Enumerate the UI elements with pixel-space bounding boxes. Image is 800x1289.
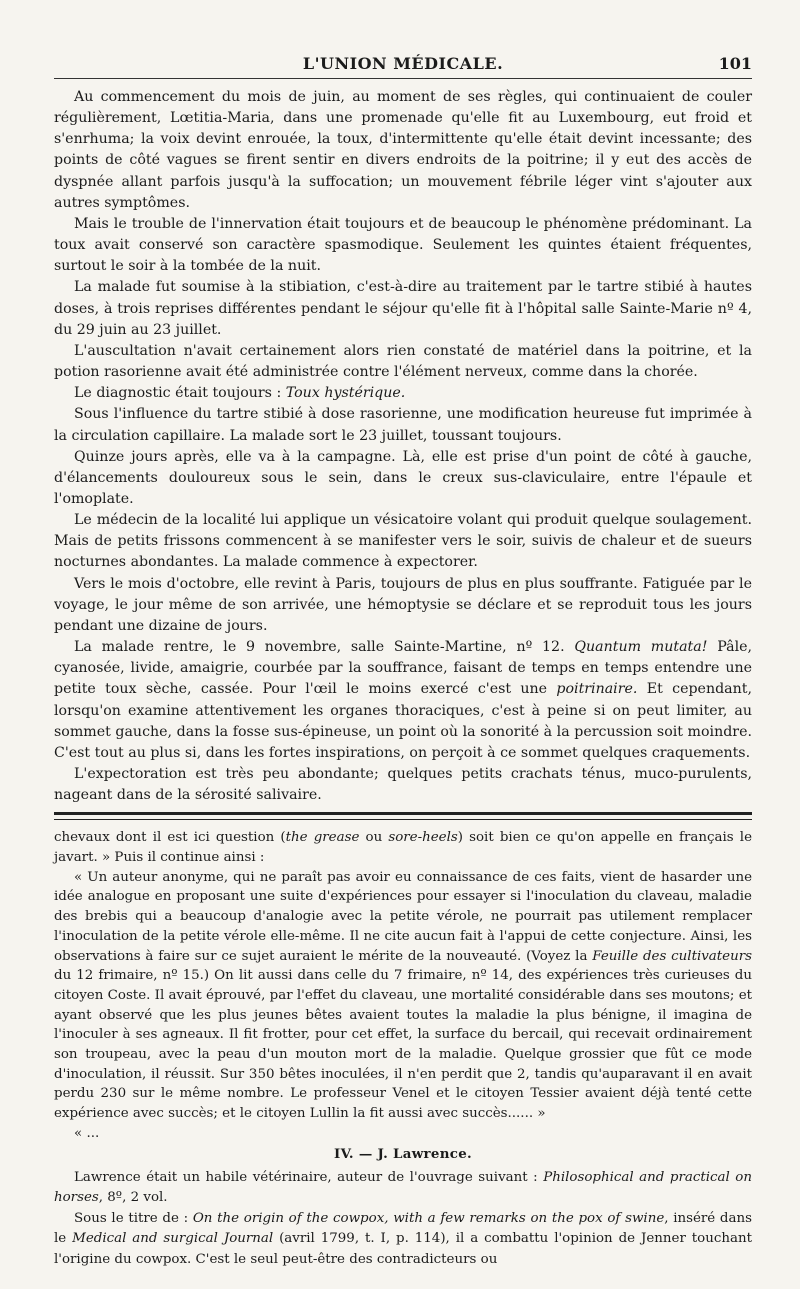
text-run: Lawrence était un habile vétérinaire, auteur de l'ouvrage suivant : (74, 1169, 544, 1185)
feuilleton-section (54, 828, 752, 1143)
italic-diagnosis: Toux hystérique. (285, 385, 406, 402)
paragraph: Vers le mois d'octobre, elle revint à Paris, toujours de plus en plus souffrante. Fatiguée par le voyage, le jour même de son arrivée, une hémoptysie se déclare et se reproduit tous les jours pendant une dizaine de jours. (54, 575, 752, 634)
paragraph (54, 383, 752, 404)
italic-phrase: sore-heels (388, 830, 458, 846)
text-run: du 12 frimaire, nº 15.) On lit aussi dans celle du 7 frimaire, nº 14, des expériences très curieuses du citoyen Coste. Il avait éprouvé, par l'effet du claveau, une mortalité considérable dans ses moutons; et ayant observé que les plus jeunes bêtes avaient toutes la maladie la plus bénigne, il imagina de l'inoculer à ses agneaux. Il fit frotter, pour cet effet, la surface du bercail, qui recevait ordinairement son troupeau, avec la peau d'un mouton mort de la maladie. Quelque grossier que fût ce mode d'inoculation, il réussit. Sur 350 bêtes inoculées, il n'en perdit que 2, tandis qu'auparavant il en avait perdu 230 sur le même nombre. Le professeur Venel et le citoyen Tessier avaient déjà tenté cette expérience avec succès; et le citoyen Lullin la fit aussi avec succès...... » (54, 968, 752, 1122)
running-head (54, 46, 752, 79)
case-report-section (54, 87, 752, 806)
paragraph (54, 828, 752, 867)
text-run: chevaux dont il est ici question ( (54, 830, 286, 846)
paragraph: « ... (74, 1125, 100, 1141)
italic-title: Medical and surgical Journal (72, 1231, 274, 1247)
lawrence-section (54, 1168, 752, 1271)
paragraph: Quinze jours après, elle va à la campagne. Là, elle est prise d'un point de côté à gauche, d'élancements douloureux sous le sein, dans le creux sus-claviculaire, entre l'épaule et l'omoplate. (54, 448, 752, 507)
text-run: Pâle, cyanosée, livide, amaigrie, courbée par la souffrance, faisant de temps en temps entendre une petite toux sèche, cassée. Pour l'œil le moins exercé c'est une (54, 639, 753, 698)
text-run: Sous le titre de : (74, 1210, 193, 1226)
text-run: Le diagnostic était toujours : (74, 385, 286, 402)
italic-phrase: Quantum mutata! (574, 639, 708, 656)
paragraph (54, 637, 752, 764)
paragraph (54, 868, 752, 1124)
text-run: , 8º, 2 vol. (98, 1190, 168, 1206)
paragraph (54, 1209, 752, 1271)
page-number: 101 (718, 54, 752, 73)
text-run: ou (359, 830, 389, 846)
paragraph: Mais le trouble de l'innervation était toujours et de beaucoup le phénomène prédominant. La toux avait conservé son caractère spasmodique. Seulement les quintes étaient fréquentes, surtout le soir à la tombée de la nuit. (54, 215, 752, 275)
text-run: La malade rentre, le 9 novembre, salle Sainte-Martine, nº 12. (74, 639, 575, 656)
italic-title: Feuille des cultivateurs (592, 948, 752, 964)
paragraph: L'auscultation n'avait certainement alors rien constaté de matériel dans la poitrine, et la potion rasorienne avait été administrée contre l'élément nerveux, comme dans la chorée. (54, 342, 752, 381)
text-run: « Un auteur anonyme, qui ne paraît pas avoir eu connaissance de ces faits, vient de hasarder une idée analogue en proposant une suite d'expériences pour essayer si l'inoculation du claveau, maladie des brebis qui a beaucoup d'analogie avec la petite vérole, ne pourrait pas utilement remplacer l'inoculation de la petite vérole elle-même. Il ne cite aucun fait à l'appui de cette conjecture. Ainsi, les observations à faire sur ce sujet auraient le mérite de la nouveauté. (Voyez la (54, 869, 752, 964)
paragraph (54, 1168, 752, 1209)
paragraph: Le médecin de la localité lui applique un vésicatoire volant qui produit quelque soulagement. Mais de petits frissons commencent à se manifester vers le soir, suivis de chaleur et de sueurs nocturnes abondantes. La malade commence à expectorer. (54, 512, 752, 571)
section-subheading: IV. — J. Lawrence. (334, 1145, 472, 1162)
text-run: (avril 1799, t. I, p. 114), il a combattu l'opinion de Jenner touchant l'origine du cowpox. C'est le seul peut-être des contradicteurs ou (54, 1231, 752, 1267)
paragraph: L'expectoration est très peu abondante; quelques petits crachats ténus, muco-purulents, nageant dans de la sérosité salivaire. (54, 766, 752, 804)
paragraph: La malade fut soumise à la stibiation, c'est-à-dire au traitement par le tartre stibié à hautes doses, à trois reprises différentes pendant le séjour qu'elle fit à l'hôpital salle Sainte-Marie nº 4, du 29 juin au 23 juillet. (54, 279, 752, 338)
italic-phrase: the grease (285, 830, 360, 846)
italic-phrase: poitrinaire. (556, 681, 638, 698)
paragraph: Sous l'influence du tartre stibié à dose rasorienne, une modification heureuse fut imprimée à la circulation capillaire. La malade sort le 23 juillet, toussant toujours. (54, 406, 752, 444)
section-separator-rule (54, 812, 752, 820)
italic-title: Philosophical and practical on horses (54, 1169, 752, 1206)
text-run: Et cependant, lorsqu'on examine attentivement les organes thoraciques, c'est à peine si on peut limiter, au sommet gauche, dans la fosse sus-épineuse, un point où la sonorité à la percussion soit moindre. C'est tout au plus si, dans les fortes inspirations, on perçoit à ce sommet quelques craquements. (54, 681, 752, 761)
journal-title: L'UNION MÉDICALE. (302, 54, 504, 73)
text-run: ) soit bien ce qu'on appelle en français le javart. » Puis il continue ainsi : (54, 830, 752, 866)
paragraph: Au commencement du mois de juin, au moment de ses règles, qui continuaient de couler régulièrement, Lœtitia-Maria, dans une promenade qu'elle fit au Luxembourg, eut froid et s'enrhuma; la voix devint enrouée, la toux, d'intermittente qu'elle était devint incessante; des points de côté vagues se firent sentir en divers endroits de la poitrine; il y eut des accès de dyspnée allant parfois jusqu'à la suffocation; un mouvement fébrile léger vint s'ajouter aux autres symptômes. (54, 89, 752, 211)
text-run: , inséré dans le (54, 1210, 752, 1247)
italic-title: On the origin of the cowpox, with a few remarks on the pox of swine (192, 1210, 665, 1226)
